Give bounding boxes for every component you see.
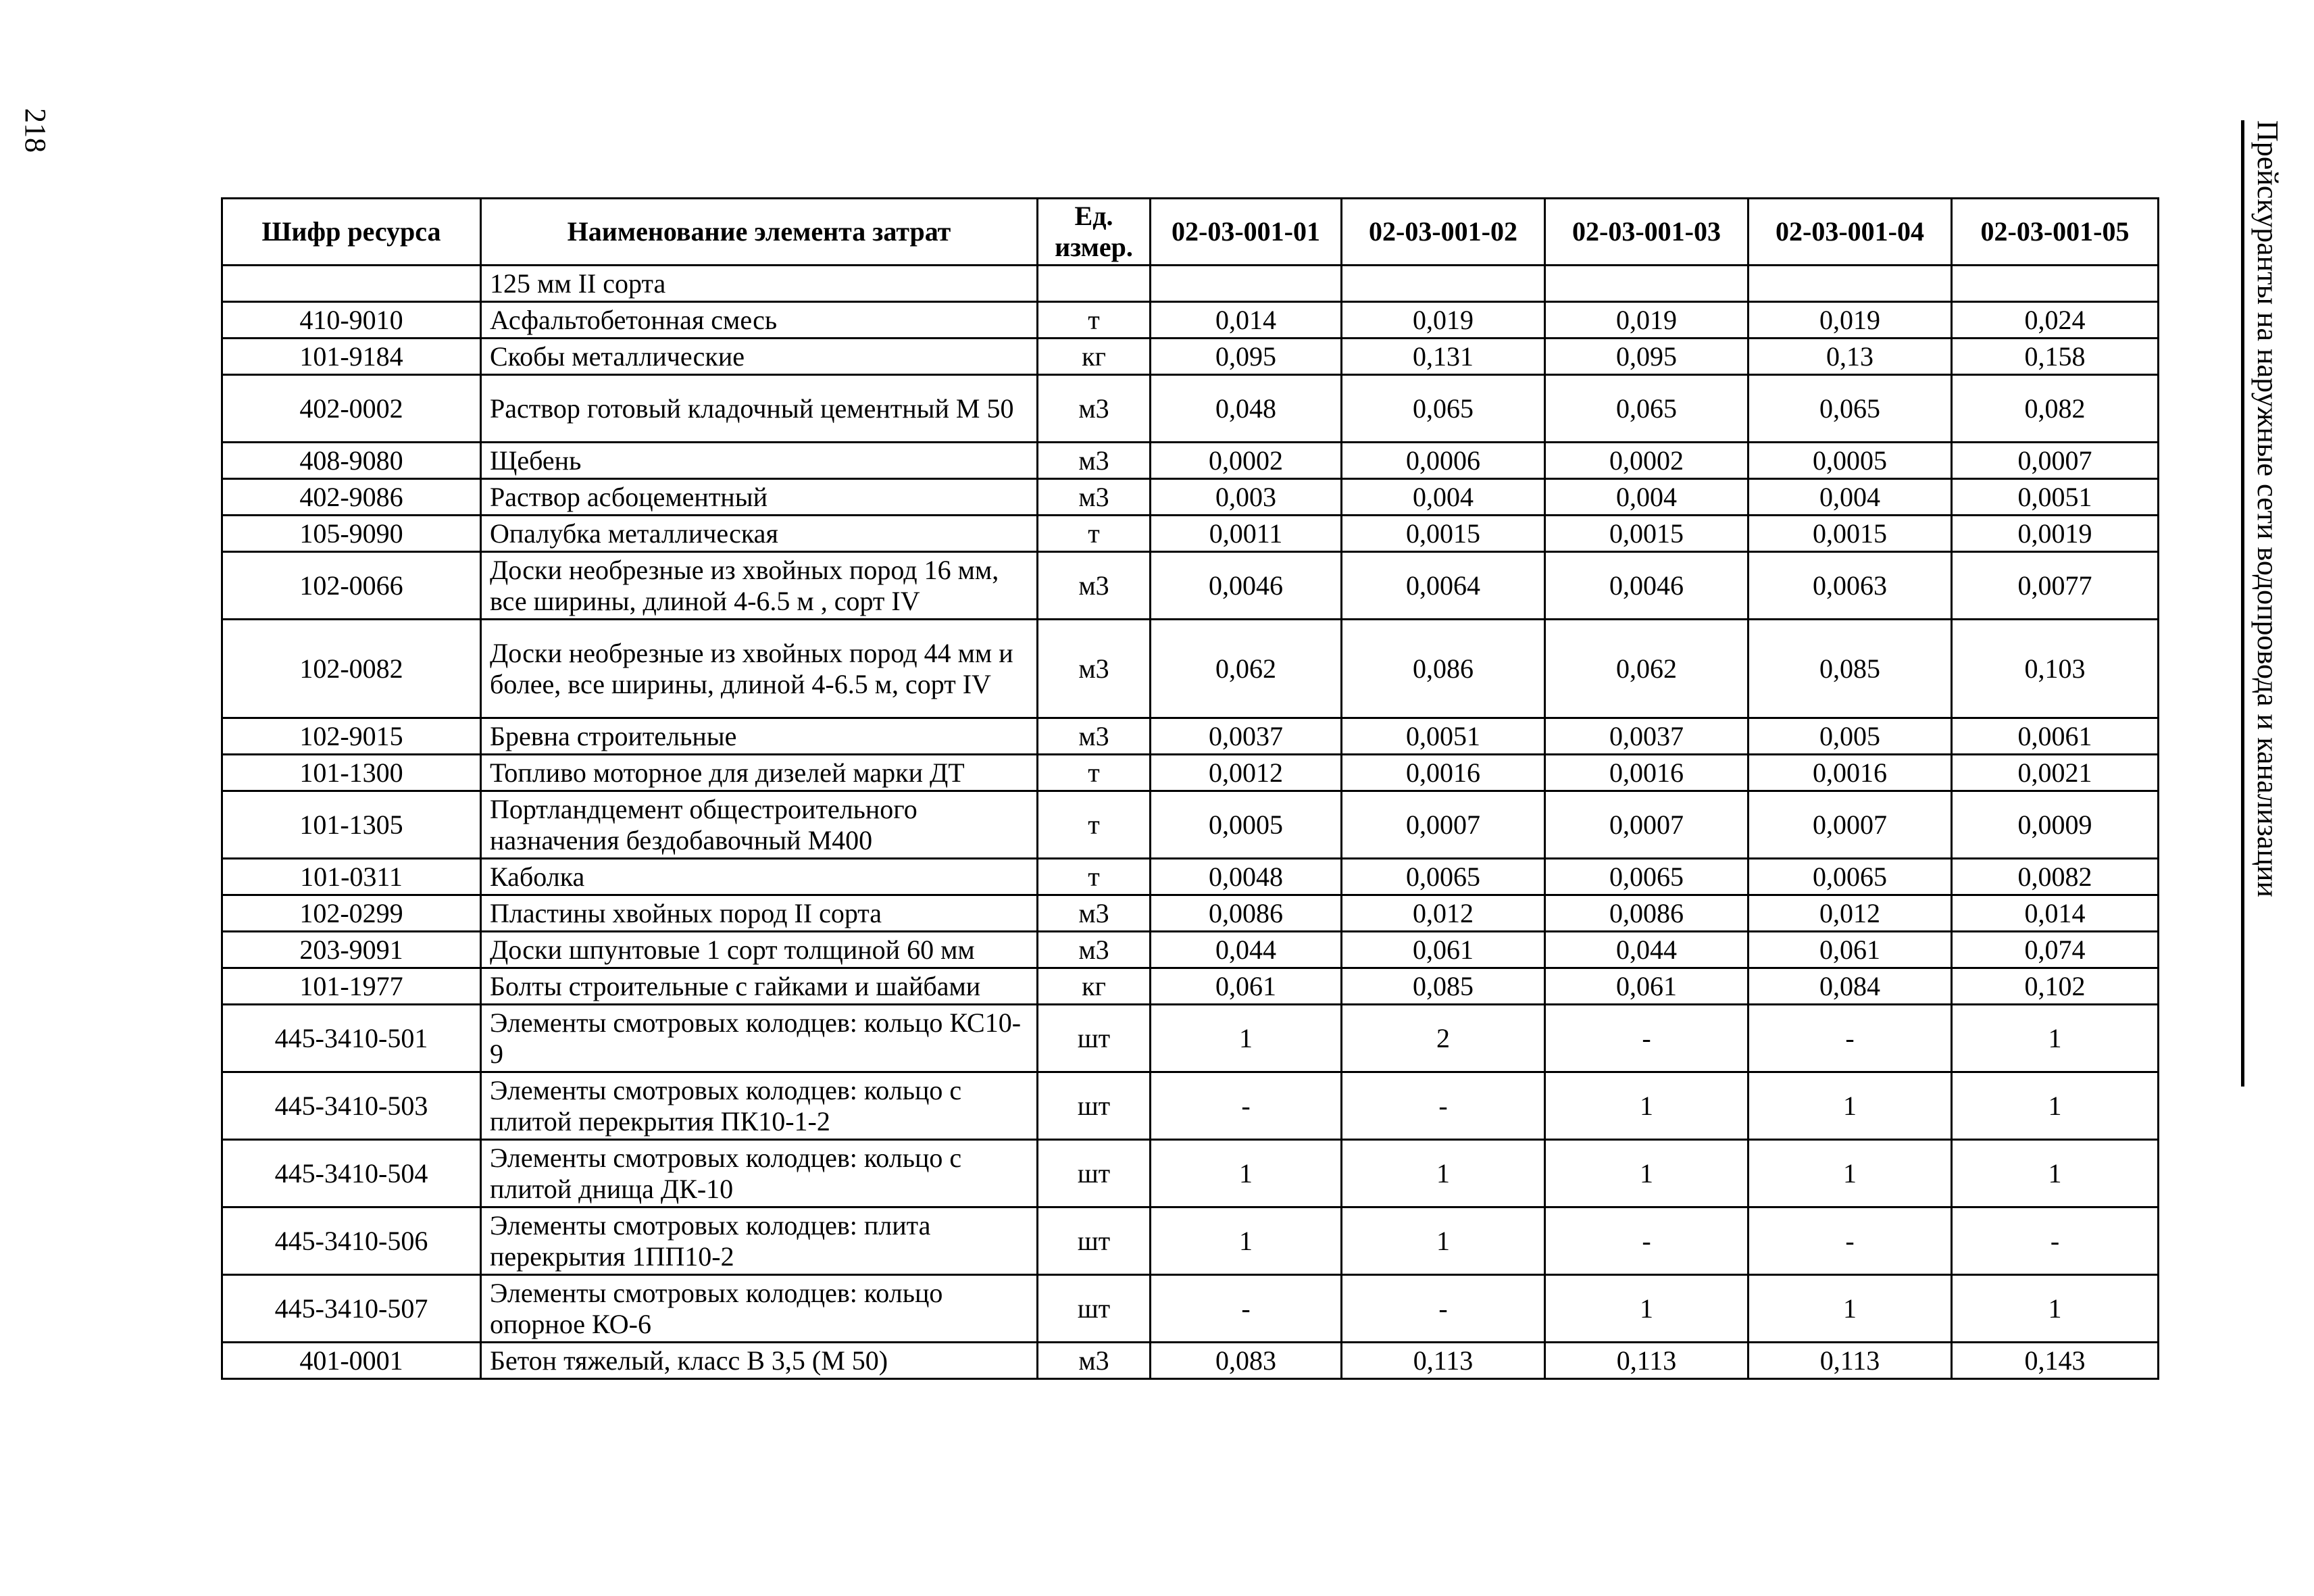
unit-cell: шт — [1038, 1275, 1151, 1343]
value-cell: 0,102 — [1952, 968, 2159, 1005]
value-cell: 0,0082 — [1952, 859, 2159, 895]
value-cell: 0,065 — [1749, 375, 1952, 443]
value-cell: 0,0051 — [1952, 479, 2159, 516]
element-name-cell: Портландцемент общестроительного назначения бездобавочный М400 — [481, 791, 1038, 859]
unit-cell: м3 — [1038, 375, 1151, 443]
value-cell: 0,095 — [1545, 339, 1749, 375]
value-cell: 0,012 — [1342, 895, 1545, 932]
element-name-cell: Опалубка металлическая — [481, 516, 1038, 552]
table-row — [222, 968, 2159, 1005]
value-cell: 1 — [1952, 1275, 2159, 1343]
value-cell: 0,0063 — [1749, 552, 1952, 620]
header-cell: 02-03-001-03 — [1545, 199, 1749, 266]
value-cell: 0,012 — [1749, 895, 1952, 932]
value-cell: 0,019 — [1749, 302, 1952, 339]
element-name-cell: Бетон тяжелый, класс В 3,5 (М 50) — [481, 1343, 1038, 1379]
unit-cell: шт — [1038, 1140, 1151, 1207]
header-cell: Наименование элемента затрат — [481, 199, 1038, 266]
table-row — [222, 302, 2159, 339]
element-name-cell: Раствор готовый кладочный цементный М 50 — [481, 375, 1038, 443]
value-cell: - — [1545, 1005, 1749, 1072]
value-cell: 0,0065 — [1749, 859, 1952, 895]
value-cell: 0,065 — [1342, 375, 1545, 443]
table-row — [222, 339, 2159, 375]
value-cell: 0,0021 — [1952, 755, 2159, 791]
resource-code-cell: 445-3410-504 — [222, 1140, 481, 1207]
value-cell: 0,113 — [1342, 1343, 1545, 1379]
value-cell: 0,0077 — [1952, 552, 2159, 620]
value-cell: 0,103 — [1952, 620, 2159, 718]
resource-code-cell: 445-3410-503 — [222, 1072, 481, 1140]
value-cell: 0,0016 — [1342, 755, 1545, 791]
value-cell: 0,0037 — [1151, 718, 1342, 755]
value-cell: 1 — [1952, 1140, 2159, 1207]
value-cell: 1 — [1545, 1072, 1749, 1140]
resource-code-cell: 203-9091 — [222, 932, 481, 968]
value-cell: 1 — [1545, 1140, 1749, 1207]
value-cell: 0,044 — [1545, 932, 1749, 968]
element-name-cell: Каболка — [481, 859, 1038, 895]
unit-cell: шт — [1038, 1005, 1151, 1072]
value-cell — [1545, 266, 1749, 302]
value-cell: 0,062 — [1545, 620, 1749, 718]
value-cell: 2 — [1342, 1005, 1545, 1072]
unit-cell: кг — [1038, 968, 1151, 1005]
resource-code-cell: 445-3410-506 — [222, 1207, 481, 1275]
table-row — [222, 755, 2159, 791]
resource-table — [221, 197, 2159, 1380]
value-cell: 0,0019 — [1952, 516, 2159, 552]
value-cell: 0,0009 — [1952, 791, 2159, 859]
value-cell: 0,082 — [1952, 375, 2159, 443]
unit-cell: шт — [1038, 1207, 1151, 1275]
header-cell: 02-03-001-05 — [1952, 199, 2159, 266]
unit-cell: кг — [1038, 339, 1151, 375]
value-cell: 0,003 — [1151, 479, 1342, 516]
header-cell: Шифр ресурса — [222, 199, 481, 266]
value-cell: 0,024 — [1952, 302, 2159, 339]
value-cell: 0,0007 — [1952, 443, 2159, 479]
value-cell: - — [1151, 1275, 1342, 1343]
table-row — [222, 1343, 2159, 1379]
value-cell: 0,0046 — [1151, 552, 1342, 620]
value-cell: 0,0061 — [1952, 718, 2159, 755]
element-name-cell: Элементы смотровых колодцев: кольцо с плитой перекрытия ПК10-1-2 — [481, 1072, 1038, 1140]
unit-cell: шт — [1038, 1072, 1151, 1140]
value-cell: 0,0002 — [1545, 443, 1749, 479]
resource-code-cell: 408-9080 — [222, 443, 481, 479]
value-cell: 0,13 — [1749, 339, 1952, 375]
value-cell: 0,085 — [1749, 620, 1952, 718]
value-cell: 1 — [1749, 1275, 1952, 1343]
value-cell: 0,0046 — [1545, 552, 1749, 620]
value-cell: 0,0037 — [1545, 718, 1749, 755]
element-name-cell: Элементы смотровых колодцев: плита перекрытия 1ПП10-2 — [481, 1207, 1038, 1275]
table-row — [222, 859, 2159, 895]
element-name-cell: Элементы смотровых колодцев: кольцо опорное КО-6 — [481, 1275, 1038, 1343]
element-name-cell: Асфальтобетонная смесь — [481, 302, 1038, 339]
table-row — [222, 1275, 2159, 1343]
table-row — [222, 516, 2159, 552]
value-cell: 0,0065 — [1342, 859, 1545, 895]
value-cell: 0,019 — [1545, 302, 1749, 339]
value-cell: 0,0015 — [1545, 516, 1749, 552]
value-cell: 0,004 — [1749, 479, 1952, 516]
value-cell: 0,061 — [1545, 968, 1749, 1005]
value-cell: 0,0005 — [1151, 791, 1342, 859]
resource-code-cell: 102-9015 — [222, 718, 481, 755]
value-cell: 0,014 — [1151, 302, 1342, 339]
table-row — [222, 620, 2159, 718]
unit-cell: м3 — [1038, 443, 1151, 479]
table-row — [222, 895, 2159, 932]
value-cell: 0,044 — [1151, 932, 1342, 968]
unit-cell: т — [1038, 791, 1151, 859]
value-cell: 0,0007 — [1545, 791, 1749, 859]
value-cell: 0,158 — [1952, 339, 2159, 375]
value-cell: 1 — [1749, 1072, 1952, 1140]
element-name-cell: Доски необрезные из хвойных пород 16 мм, все ширины, длиной 4-6.5 м , сорт IV — [481, 552, 1038, 620]
value-cell: 0,0002 — [1151, 443, 1342, 479]
value-cell: - — [1342, 1275, 1545, 1343]
unit-cell — [1038, 266, 1151, 302]
resource-code-cell: 101-1977 — [222, 968, 481, 1005]
resource-code-cell — [222, 266, 481, 302]
table-row — [222, 266, 2159, 302]
resource-code-cell: 101-1300 — [222, 755, 481, 791]
value-cell: 0,086 — [1342, 620, 1545, 718]
element-name-cell: Скобы металлические — [481, 339, 1038, 375]
table-row — [222, 443, 2159, 479]
value-cell: 1 — [1342, 1207, 1545, 1275]
resource-code-cell: 445-3410-507 — [222, 1275, 481, 1343]
value-cell: 0,0007 — [1749, 791, 1952, 859]
value-cell: 0,0015 — [1749, 516, 1952, 552]
value-cell: 0,0065 — [1545, 859, 1749, 895]
value-cell: 0,131 — [1342, 339, 1545, 375]
unit-cell: м3 — [1038, 1343, 1151, 1379]
resource-code-cell: 410-9010 — [222, 302, 481, 339]
value-cell: 1 — [1952, 1072, 2159, 1140]
header-cell: 02-03-001-02 — [1342, 199, 1545, 266]
resource-code-cell: 402-9086 — [222, 479, 481, 516]
side-rule — [2241, 120, 2244, 1087]
unit-cell: м3 — [1038, 895, 1151, 932]
element-name-cell: Доски шпунтовые 1 сорт толщиной 60 мм — [481, 932, 1038, 968]
value-cell — [1952, 266, 2159, 302]
value-cell: 0,019 — [1342, 302, 1545, 339]
resource-code-cell: 102-0066 — [222, 552, 481, 620]
value-cell — [1342, 266, 1545, 302]
value-cell — [1151, 266, 1342, 302]
value-cell: 0,061 — [1342, 932, 1545, 968]
value-cell: 0,004 — [1342, 479, 1545, 516]
element-name-cell: Щебень — [481, 443, 1038, 479]
value-cell: 0,0016 — [1749, 755, 1952, 791]
value-cell: 0,0007 — [1342, 791, 1545, 859]
element-name-cell: Бревна строительные — [481, 718, 1038, 755]
value-cell: 1 — [1952, 1005, 2159, 1072]
value-cell: 0,085 — [1342, 968, 1545, 1005]
value-cell: 0,048 — [1151, 375, 1342, 443]
table-body — [222, 266, 2159, 1379]
value-cell: 0,0012 — [1151, 755, 1342, 791]
element-name-cell: Доски необрезные из хвойных пород 44 мм и более, все ширины, длиной 4-6.5 м, сорт IV — [481, 620, 1038, 718]
page-number: 218 — [19, 108, 52, 153]
table-row — [222, 718, 2159, 755]
value-cell: - — [1342, 1072, 1545, 1140]
value-cell: 1 — [1151, 1207, 1342, 1275]
value-cell: 0,113 — [1749, 1343, 1952, 1379]
value-cell: 0,083 — [1151, 1343, 1342, 1379]
unit-cell: т — [1038, 755, 1151, 791]
value-cell: - — [1749, 1005, 1952, 1072]
resource-code-cell: 102-0299 — [222, 895, 481, 932]
value-cell: - — [1545, 1207, 1749, 1275]
value-cell — [1749, 266, 1952, 302]
value-cell: 0,095 — [1151, 339, 1342, 375]
value-cell: - — [1952, 1207, 2159, 1275]
resource-code-cell: 445-3410-501 — [222, 1005, 481, 1072]
value-cell: 0,061 — [1749, 932, 1952, 968]
value-cell: 0,004 — [1545, 479, 1749, 516]
element-name-cell: Элементы смотровых колодцев: кольцо КС10-9 — [481, 1005, 1038, 1072]
value-cell: 0,062 — [1151, 620, 1342, 718]
value-cell: 0,0016 — [1545, 755, 1749, 791]
unit-cell: т — [1038, 859, 1151, 895]
resource-code-cell: 102-0082 — [222, 620, 481, 718]
header-cell: 02-03-001-04 — [1749, 199, 1952, 266]
element-name-cell: Элементы смотровых колодцев: кольцо с плитой днища ДК-10 — [481, 1140, 1038, 1207]
value-cell: 0,0048 — [1151, 859, 1342, 895]
value-cell: 0,113 — [1545, 1343, 1749, 1379]
unit-cell: м3 — [1038, 479, 1151, 516]
value-cell: 0,0011 — [1151, 516, 1342, 552]
element-name-cell: Раствор асбоцементный — [481, 479, 1038, 516]
header-cell: Ед. измер. — [1038, 199, 1151, 266]
resource-code-cell: 101-9184 — [222, 339, 481, 375]
table-row — [222, 375, 2159, 443]
element-name-cell: 125 мм II сорта — [481, 266, 1038, 302]
value-cell: 1 — [1545, 1275, 1749, 1343]
resource-code-cell: 401-0001 — [222, 1343, 481, 1379]
value-cell: 0,014 — [1952, 895, 2159, 932]
table-row — [222, 1207, 2159, 1275]
table-row — [222, 552, 2159, 620]
value-cell: 0,061 — [1151, 968, 1342, 1005]
element-name-cell: Пластины хвойных пород II сорта — [481, 895, 1038, 932]
value-cell: 0,074 — [1952, 932, 2159, 968]
value-cell: 1 — [1342, 1140, 1545, 1207]
resource-code-cell: 105-9090 — [222, 516, 481, 552]
table-row — [222, 1072, 2159, 1140]
value-cell: 1 — [1749, 1140, 1952, 1207]
element-name-cell: Болты строительные с гайками и шайбами — [481, 968, 1038, 1005]
table-row — [222, 932, 2159, 968]
unit-cell: м3 — [1038, 620, 1151, 718]
value-cell: 0,084 — [1749, 968, 1952, 1005]
value-cell: 0,143 — [1952, 1343, 2159, 1379]
value-cell: 0,0051 — [1342, 718, 1545, 755]
table-row — [222, 479, 2159, 516]
value-cell: 1 — [1151, 1005, 1342, 1072]
unit-cell: т — [1038, 302, 1151, 339]
value-cell: 0,0005 — [1749, 443, 1952, 479]
header-row — [222, 199, 2159, 266]
value-cell: 0,0006 — [1342, 443, 1545, 479]
table-row — [222, 791, 2159, 859]
unit-cell: м3 — [1038, 932, 1151, 968]
value-cell: - — [1151, 1072, 1342, 1140]
table-row — [222, 1005, 2159, 1072]
element-name-cell: Топливо моторное для дизелей марки ДТ — [481, 755, 1038, 791]
side-title: Прейскуранты на наружные сети водопровода и канализации — [2251, 120, 2284, 897]
value-cell: - — [1749, 1207, 1952, 1275]
resource-code-cell: 402-0002 — [222, 375, 481, 443]
unit-cell: м3 — [1038, 718, 1151, 755]
unit-cell: м3 — [1038, 552, 1151, 620]
value-cell: 0,0086 — [1151, 895, 1342, 932]
value-cell: 0,0015 — [1342, 516, 1545, 552]
value-cell: 0,0086 — [1545, 895, 1749, 932]
value-cell: 0,005 — [1749, 718, 1952, 755]
resource-code-cell: 101-0311 — [222, 859, 481, 895]
value-cell: 0,065 — [1545, 375, 1749, 443]
value-cell: 0,0064 — [1342, 552, 1545, 620]
resource-code-cell: 101-1305 — [222, 791, 481, 859]
header-cell: 02-03-001-01 — [1151, 199, 1342, 266]
table-row — [222, 1140, 2159, 1207]
unit-cell: т — [1038, 516, 1151, 552]
value-cell: 1 — [1151, 1140, 1342, 1207]
